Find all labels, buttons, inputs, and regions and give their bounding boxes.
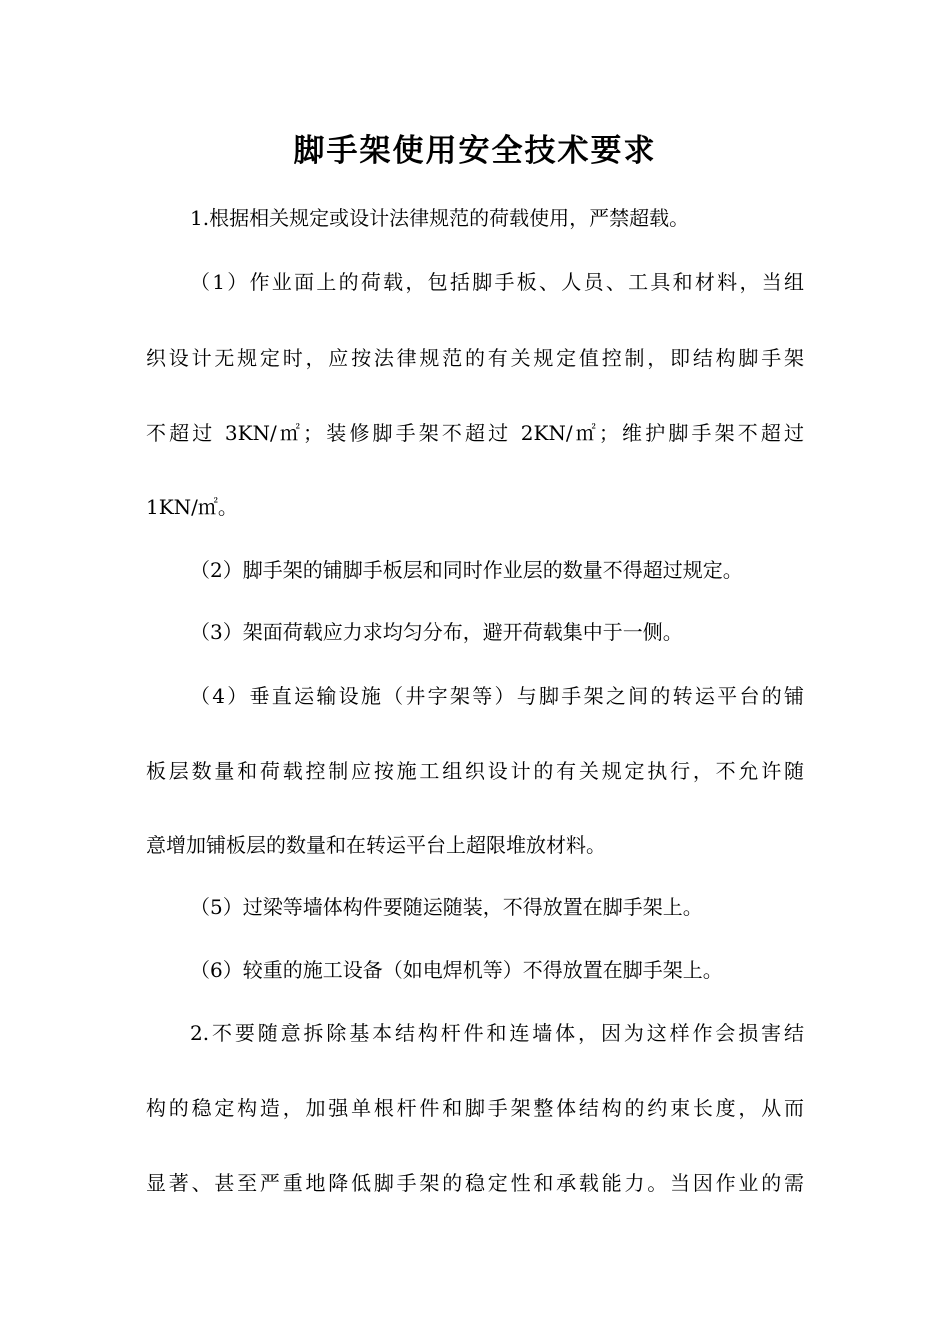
paragraph-line: （2）脚手架的铺脚手板层和同时作业层的数量不得超过规定。 bbox=[190, 558, 743, 582]
page-title: 脚手架使用安全技术要求 bbox=[293, 133, 657, 169]
paragraph-line: （4）垂直运输设施（井字架等）与脚手架之间的转运平台的铺 bbox=[190, 684, 804, 708]
paragraph-line: （3）架面荷载应力求均匀分布，避开荷载集中于一侧。 bbox=[190, 620, 683, 644]
paragraph-line: 构的稳定构造，加强单根杆件和脚手架整体结构的约束长度，从而 bbox=[146, 1096, 804, 1120]
paragraph-line: （5）过梁等墙体构件要随运随装，不得放置在脚手架上。 bbox=[190, 895, 703, 919]
paragraph-line: 不超过 3KN/㎡；装修脚手架不超过 2KN/㎡；维护脚手架不超过 bbox=[146, 421, 804, 445]
paragraph-line: 显著、甚至严重地降低脚手架的稳定性和承载能力。当因作业的需 bbox=[146, 1171, 804, 1195]
paragraph-line: 2.不要随意拆除基本结构杆件和连墙体，因为这样作会损害结 bbox=[190, 1021, 804, 1045]
paragraph-line: （6）较重的施工设备（如电焊机等）不得放置在脚手架上。 bbox=[190, 958, 723, 982]
paragraph-line: 织设计无规定时，应按法律规范的有关规定值控制，即结构脚手架 bbox=[146, 346, 804, 370]
paragraph-line: 1.根据相关规定或设计法律规范的荷载使用，严禁超载。 bbox=[190, 206, 690, 230]
paragraph-line: （1）作业面上的荷载，包括脚手板、人员、工具和材料，当组 bbox=[190, 270, 804, 294]
paragraph-line: 意增加铺板层的数量和在转运平台上超限堆放材料。 bbox=[146, 833, 606, 857]
paragraph-line: 板层数量和荷载控制应按施工组织设计的有关规定执行，不允许随 bbox=[146, 759, 804, 783]
paragraph-line: 1KN/㎡。 bbox=[146, 495, 238, 519]
